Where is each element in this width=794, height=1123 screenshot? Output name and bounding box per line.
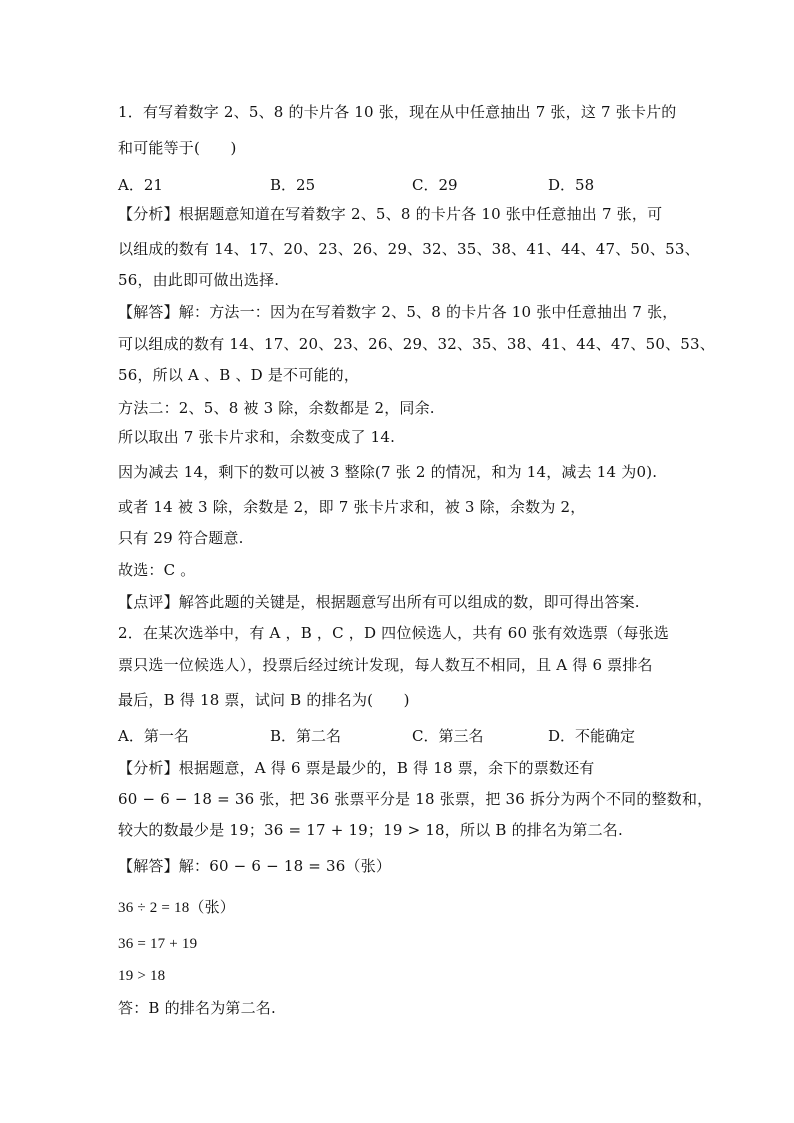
q1-analysis-line-1: 【分析】根据题意知道在写着数字 2、5、8 的卡片各 10 张中任意抽出 7 张，可 xyxy=(118,205,663,223)
q2-analysis-line-2: 60 − 6 − 18 = 36 张，把 36 张票平分是 18 张票，把 36 拆分为两个不同的整数和， xyxy=(118,790,713,808)
q1-solution-line-3: 56，所以 A 、B 、D 是不可能的， xyxy=(118,366,360,384)
q2-option-c: C．第三名 xyxy=(412,727,484,745)
q1-solution-line-2: 可以组成的数有 14、17、20、23、26、29、32、35、38、41、44、47、50、53、 xyxy=(118,335,715,353)
q1-comment: 【点评】解答此题的关键是，根据题意写出所有可以组成的数，即可得出答案. xyxy=(118,593,640,611)
q1-stem-line-2: 和可能等于( ) xyxy=(118,139,237,157)
q1-option-d: D．58 xyxy=(548,176,595,194)
q1-solution-line-5: 所以取出 7 张卡片求和，余数变成了 14. xyxy=(118,428,396,446)
q2-analysis-line-1: 【分析】根据题意，A 得 6 票是最少的，B 得 18 票，余下的票数还有 xyxy=(118,759,595,777)
q2-analysis-line-3: 较大的数最少是 19；36 = 17 + 19；19 > 18，所以 B 的排名为第二名. xyxy=(118,821,623,839)
q1-analysis-line-2: 以组成的数有 14、17、20、23、26、29、32、35、38、41、44、47、50、53、 xyxy=(118,240,700,258)
q1-solution-line-8: 只有 29 符合题意. xyxy=(118,529,244,547)
q2-solution-line-2: 36 ÷ 2 = 18（张） xyxy=(118,900,235,916)
q1-solution-line-4: 方法二：2、5、8 被 3 除，余数都是 2，同余. xyxy=(118,399,435,417)
q2-stem-line-3: 最后，B 得 18 票，试问 B 的排名为( ) xyxy=(118,691,410,709)
q1-solution-line-9: 故选：C 。 xyxy=(118,561,196,579)
q2-solution-line-1: 【解答】解：60 − 6 − 18 = 36（张） xyxy=(118,857,392,875)
q2-stem-line-2: 票只选一位候选人），投票后经过统计发现，每人数互不相同，且 A 得 6 票排名 xyxy=(118,656,653,674)
q2-option-d: D．不能确定 xyxy=(548,727,636,745)
q2-stem-line-1: 2．在某次选举中，有 A ，B ，C ，D 四位候选人，共有 60 张有效选票（每张选 xyxy=(118,624,669,642)
q1-option-a: A．21 xyxy=(118,176,163,194)
q2-option-b: B．第二名 xyxy=(270,727,342,745)
q1-analysis-line-3: 56，由此即可做出选择. xyxy=(118,271,280,289)
q2-solution-line-4: 19 > 18 xyxy=(118,968,166,984)
q2-solution-line-3: 36 = 17 + 19 xyxy=(118,936,198,952)
q2-answer: 答：B 的排名为第二名. xyxy=(118,999,276,1017)
q1-option-b: B．25 xyxy=(270,176,316,194)
q1-solution-line-6: 因为减去 14，剩下的数可以被 3 整除(7 张 2 的情况，和为 14，减去 14 为0). xyxy=(118,463,658,481)
q1-option-c: C．29 xyxy=(412,176,458,194)
q1-solution-line-7: 或者 14 被 3 除，余数是 2，即 7 张卡片求和，被 3 除，余数为 2， xyxy=(118,498,586,516)
q2-option-a: A．第一名 xyxy=(118,727,189,745)
q1-solution-line-1: 【解答】解：方法一：因为在写着数字 2、5、8 的卡片各 10 张中任意抽出 7 张， xyxy=(118,303,678,321)
q1-stem-line-1: 1．有写着数字 2、5、8 的卡片各 10 张，现在从中任意抽出 7 张，这 7 张卡片的 xyxy=(118,103,677,121)
